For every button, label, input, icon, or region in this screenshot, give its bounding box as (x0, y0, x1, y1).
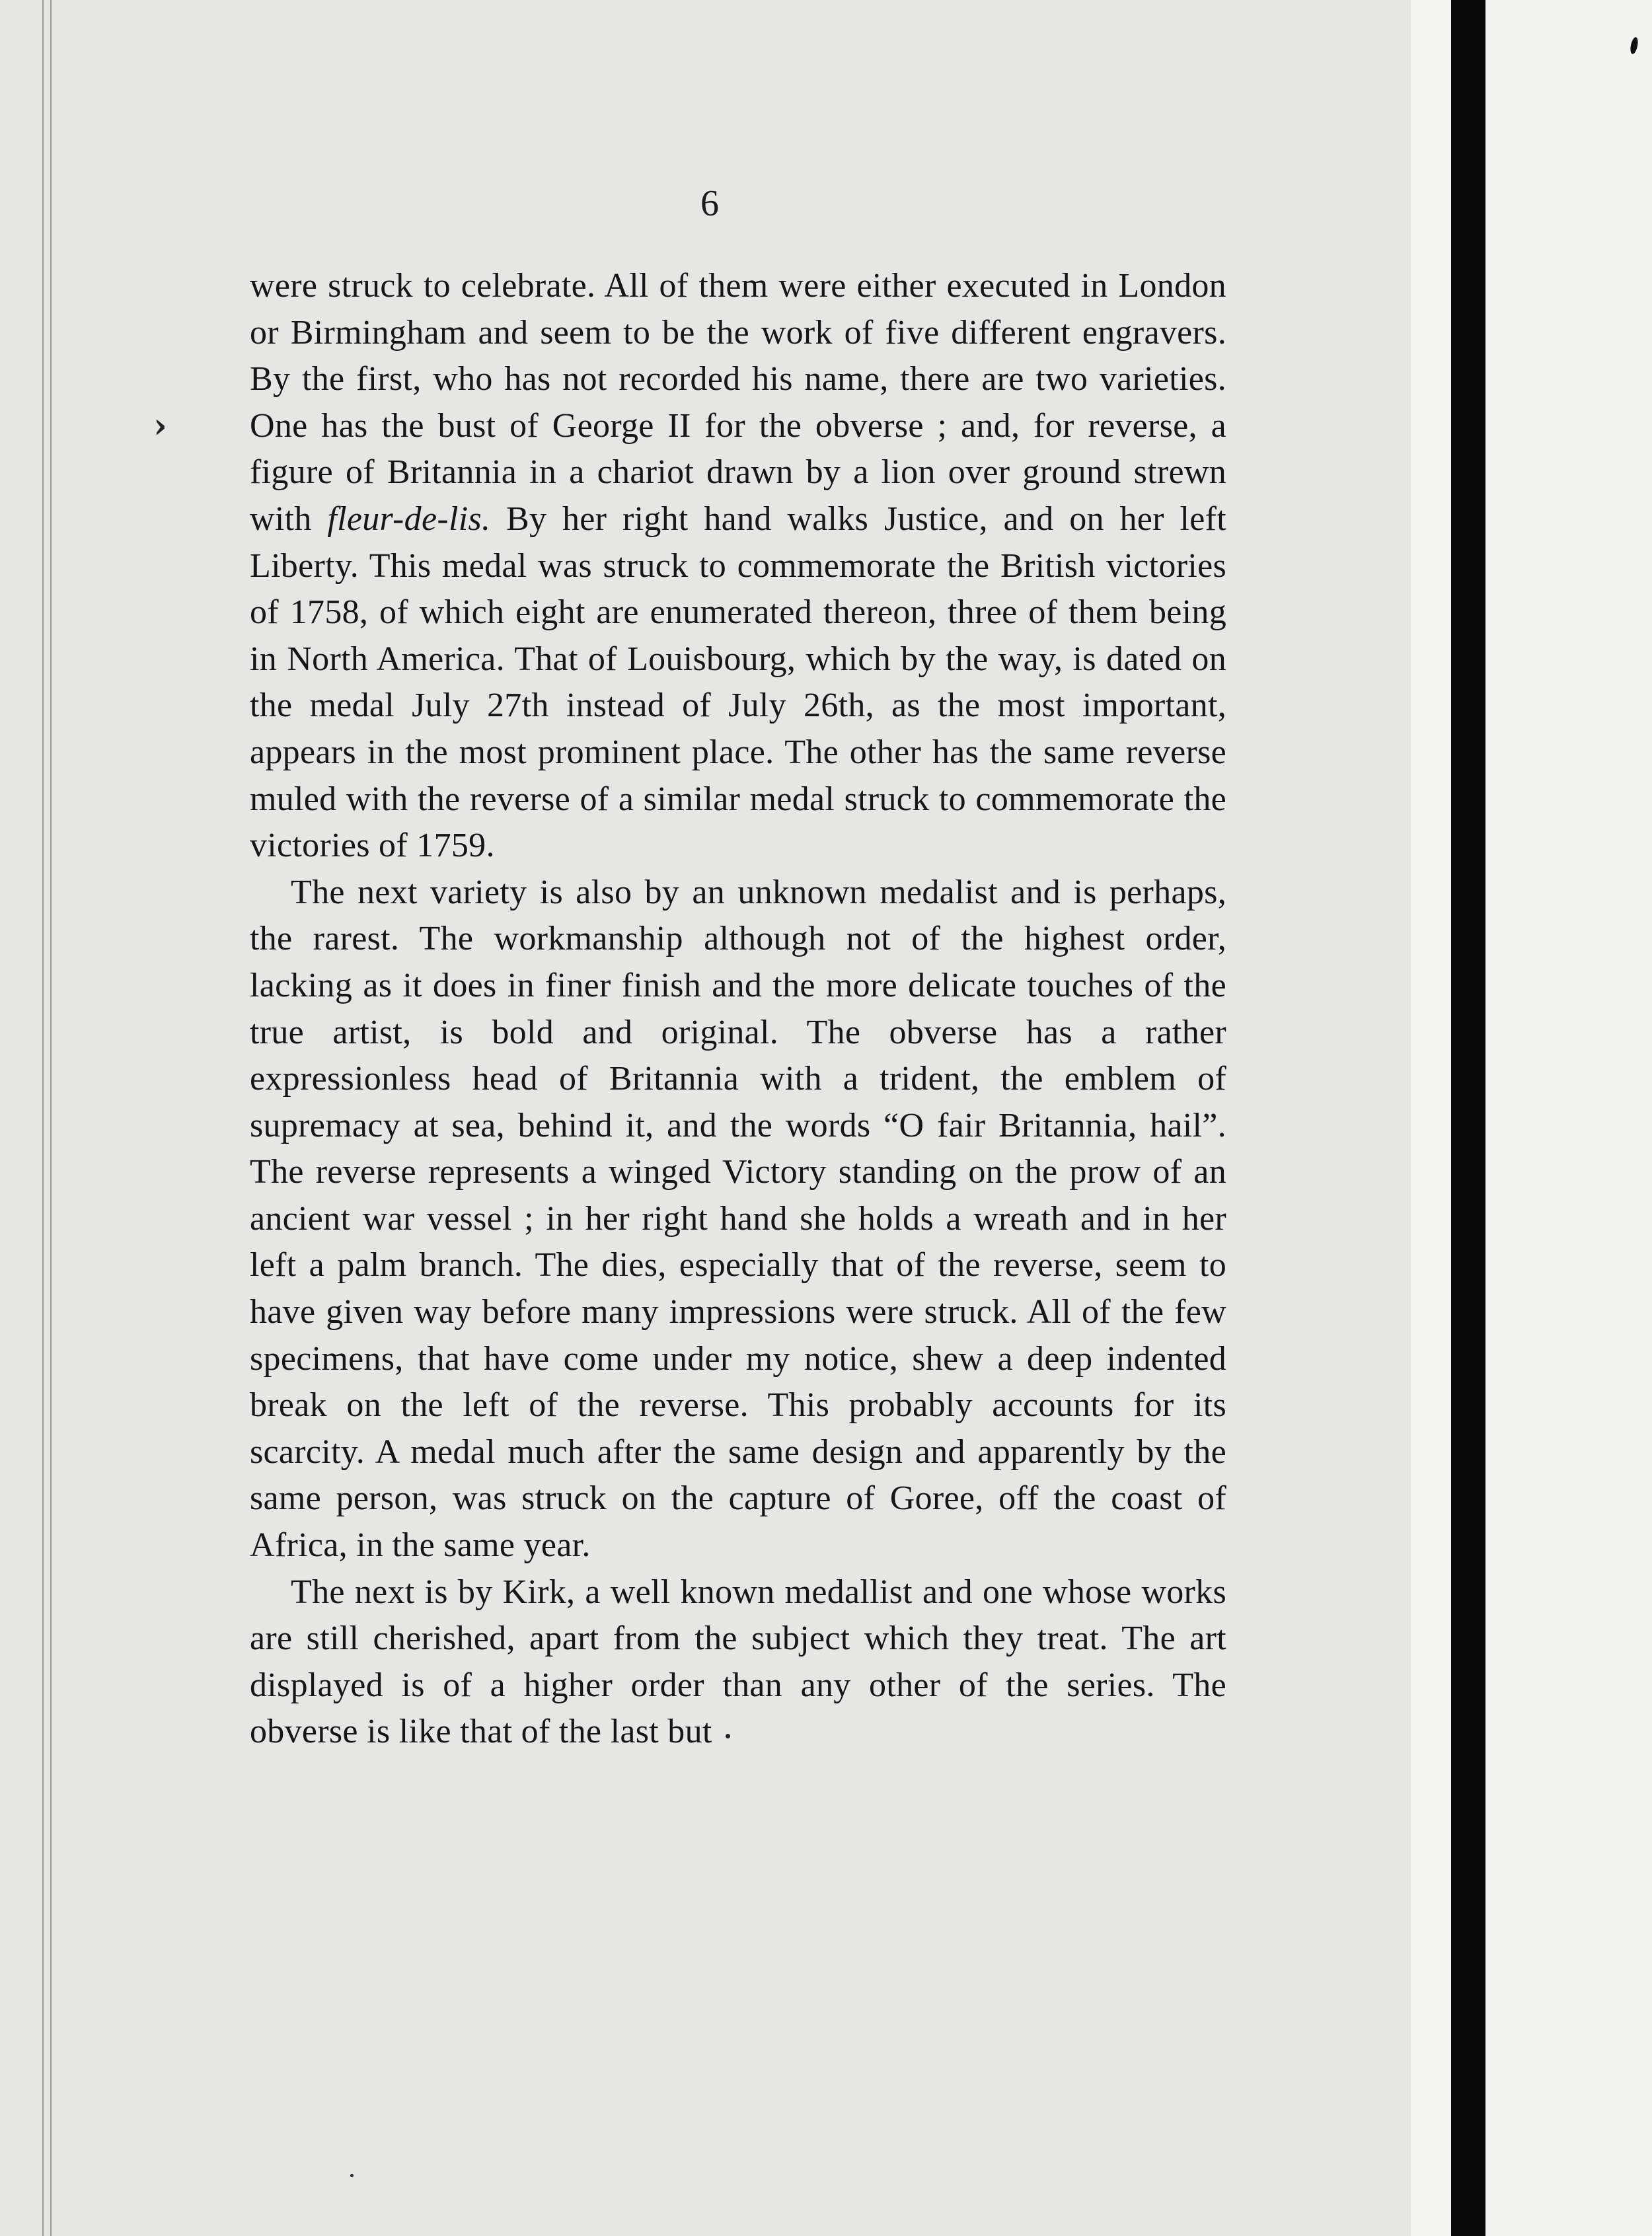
paragraph-2: The next variety is also by an unknown medalist and is perhaps, the rarest. The workmanship although not of the highest order, lacking as it does in finer finish and the more delicate touches of the true artist, is bold and original. The obverse has a rather expressionless head of Britannia with a trident, the emblem of supremacy at sea, behind it, and the words “O fair Britannia, hail”. The reverse represents a winged Victory standing on the prow of an ancient war vessel ; in her right hand she holds a wreath and in her left a palm branch. The dies, especially that of the reverse, seem to have given way before many impressions were struck. All of the few specimens, that have come under my notice, shew a deep indented break on the left of the reverse. This probably accounts for its scarcity. A medal much after the same design and apparently by the same person, was struck on the capture of Goree, off the coast of Africa, in the same year. (250, 873, 1226, 1565)
margin-mark: › (153, 406, 167, 446)
ink-speck-3 (350, 2174, 354, 2177)
paragraph-3: The next is by Kirk, a well known medallist and one whose works are still cherished, apart from the subject which they treat. The art displayed is of a higher order than any other of the series. The obverse is like that of the last but (250, 1573, 1226, 1751)
paragraph-1-text-end: By her right hand walks Justice, and on her left Liberty. This medal was struck to commemorate the British victories of 1758, of which eight are enumerated thereon, three of them being in North America. That of Louisbourg, which by the way, is dated on the medal July 27th instead of July 26th, as the most important, appears in the most prominent place. The other has the same reverse muled with the reverse of a similar medal struck to commemorate the victories of 1759. (250, 500, 1226, 865)
page-number: 6 (700, 183, 719, 224)
body-text (250, 263, 1226, 1756)
ink-speck-2 (726, 1734, 730, 1738)
left-page-edge (42, 0, 44, 2236)
page-gutter (1411, 0, 1452, 2236)
adjacent-page (1485, 0, 1652, 2236)
paragraph-1-italic-term: fleur-de-lis. (327, 500, 491, 538)
paragraph-1 (250, 263, 1226, 870)
left-page-edge-inner (50, 0, 52, 2236)
paragraph-1-text-start: were struck to celebrate. All of them were either executed in London or Birmingham and seem to be the work of five different engravers. By the first, who has not recorded his name, there are two varieties. One has the bust of George II for the obverse ; and, for reverse, a figure of Britannia in a chariot drawn by a lion over ground strewn with (250, 267, 1226, 538)
binding-shadow (1451, 0, 1485, 2236)
